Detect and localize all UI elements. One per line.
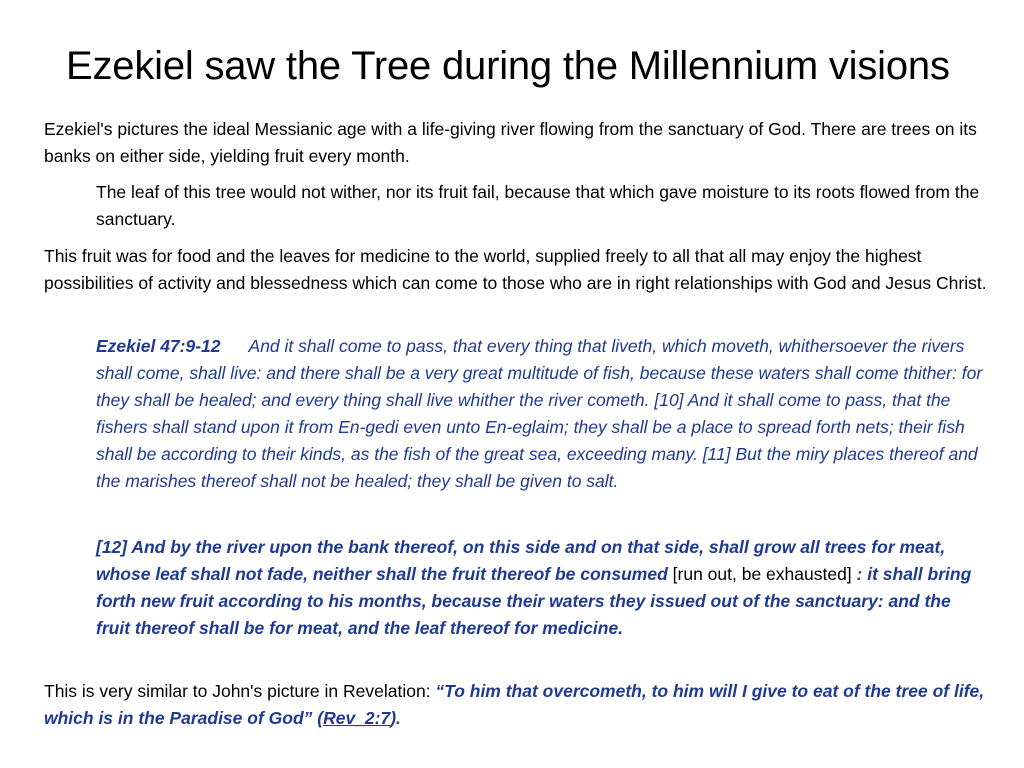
verse12-part1: [12] And by the river upon the bank thereof, on this side and on that side, shall grow all trees for meat, whose leaf shall not fade, neither shall the fruit thereof be consumed — [96, 537, 946, 584]
verse-ezekiel-47-9-11 — [96, 333, 986, 495]
slide-title: Ezekiel saw the Tree during the Millennium visions — [66, 44, 950, 88]
rev-2-7-link[interactable]: Rev_2:7 — [323, 708, 391, 728]
verse-text: And it shall come to pass, that every thing that liveth, which moveth, whithersoever the rivers shall come, shall live: and there shall be a very great multitude of fish, because these waters shall come thither: for they shall be healed; and every thing shall live whither the river cometh. [10] And it shall come to pass, that the fishers shall stand upon it from En-gedi even unto En-eglaim; they shall be a place to spread forth nets; their fish shall be according to their kinds, as the fish of the great sea, exceeding many. [11] But the miry places thereof and the marishes thereof shall not be healed; they shall be given to salt. — [96, 336, 983, 491]
paragraph-revelation — [44, 678, 994, 732]
paragraph-fruit: This fruit was for food and the leaves for medicine to the world, supplied freely to all that all may enjoy the highest possibilities of activity and blessedness which can come to those who are in right relationships with God and Jesus Christ. — [44, 246, 987, 293]
revelation-close: ). — [390, 708, 401, 728]
verse12-part2: : it shall bring forth new fruit according to his months, because their waters they issued out of the sanctuary: and the fruit thereof shall be for meat, and the leaf thereof for medicine. — [96, 564, 972, 638]
revelation-intro: This is very similar to John's picture in Revelation: — [44, 681, 436, 701]
paragraph-leaf: The leaf of this tree would not wither, nor its fruit fail, because that which gave moisture to its roots flowed from the sanctuary. — [96, 182, 980, 229]
verse12-note: [run out, be exhausted] — [667, 564, 857, 584]
verse-ezekiel-47-12 — [96, 534, 986, 642]
verse-reference: Ezekiel 47:9-12 — [96, 336, 221, 356]
paragraph-intro: Ezekiel's pictures the ideal Messianic age with a life-giving river flowing from the sanctuary of God. There are trees on its banks on either side, yielding fruit every month. — [44, 119, 977, 166]
revelation-quote: “To him that overcometh, to him will I give to eat of the tree of life, which is in the Paradise of God” ( — [44, 681, 985, 728]
